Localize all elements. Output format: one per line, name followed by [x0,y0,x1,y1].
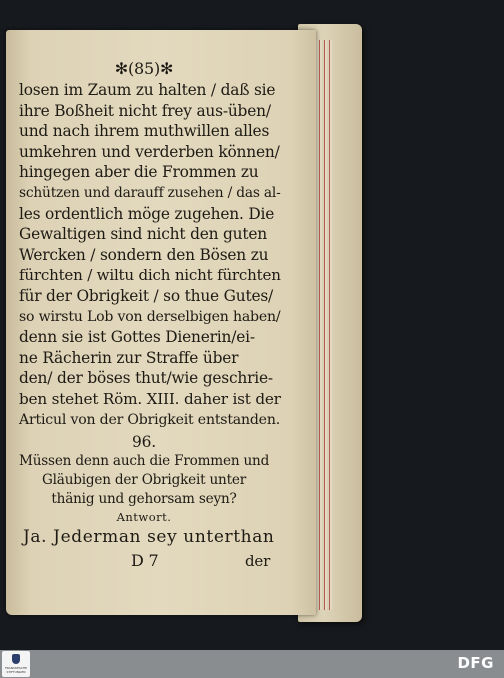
text-line: Wercken / sondern den Bösen zu [19,245,269,264]
viewer-footer-bar [0,650,504,678]
answer-line: Ja. Jederman sey unterthan [23,527,275,548]
answer-label: Antwort. [116,510,172,525]
text-line: les ordentlich möge zugehen. Die [19,204,275,223]
text-line: Gewaltigen sind nicht den guten [19,225,268,244]
text-line: fürchten / wiltu dich nicht fürchten [19,266,281,285]
text-line: denn sie ist Gottes Dienerin/ei- [19,328,255,347]
logo-emblem-icon [12,654,20,664]
catchword: der [245,552,271,571]
signature-mark: D 7 [131,551,159,571]
question-number: 96. [132,433,156,452]
text-line: den/ der böses thut/wie geschrie- [19,369,273,388]
question-line: Müssen denn auch die Frommen und [19,453,270,470]
franckesche-stiftungen-logo[interactable] [2,651,30,677]
dfg-logo[interactable]: DFG [457,654,494,672]
text-line: losen im Zaum zu halten / daß sie [19,81,276,99]
text-line: schützen und darauff zusehen / das al- [19,184,281,201]
text-line: ihre Boßheit nicht frey aus-üben/ [19,101,271,120]
text-line: für der Obrigkeit / so thue Gutes/ [19,286,274,305]
text-line: Articul von der Obrigkeit entstanden. [19,411,280,428]
text-line: ben stehet Röm. XIII. daher ist der [19,389,281,408]
question [19,452,269,509]
text-line: umkehren und verderben können/ [19,142,280,161]
page-header: ✻(85)✻ [114,59,174,78]
page-footer [19,549,269,573]
logo-text: FRANCKESCHE STIFTUNGEN [4,666,28,674]
text-line: so wirstu Lob von derselbigen haben/ [19,308,281,325]
page-text [19,58,281,573]
text-line: ne Rächerin zur Straffe über [19,348,239,367]
text-line: und nach ihrem muthwillen alles [19,122,270,141]
question-line: thänig und gehorsam seyn? [51,491,237,508]
question-line: Gläubigen der Obrigkeit unter [41,472,247,489]
text-line: hingegen aber die Frommen zu [19,163,259,182]
body-paragraph [19,80,281,430]
